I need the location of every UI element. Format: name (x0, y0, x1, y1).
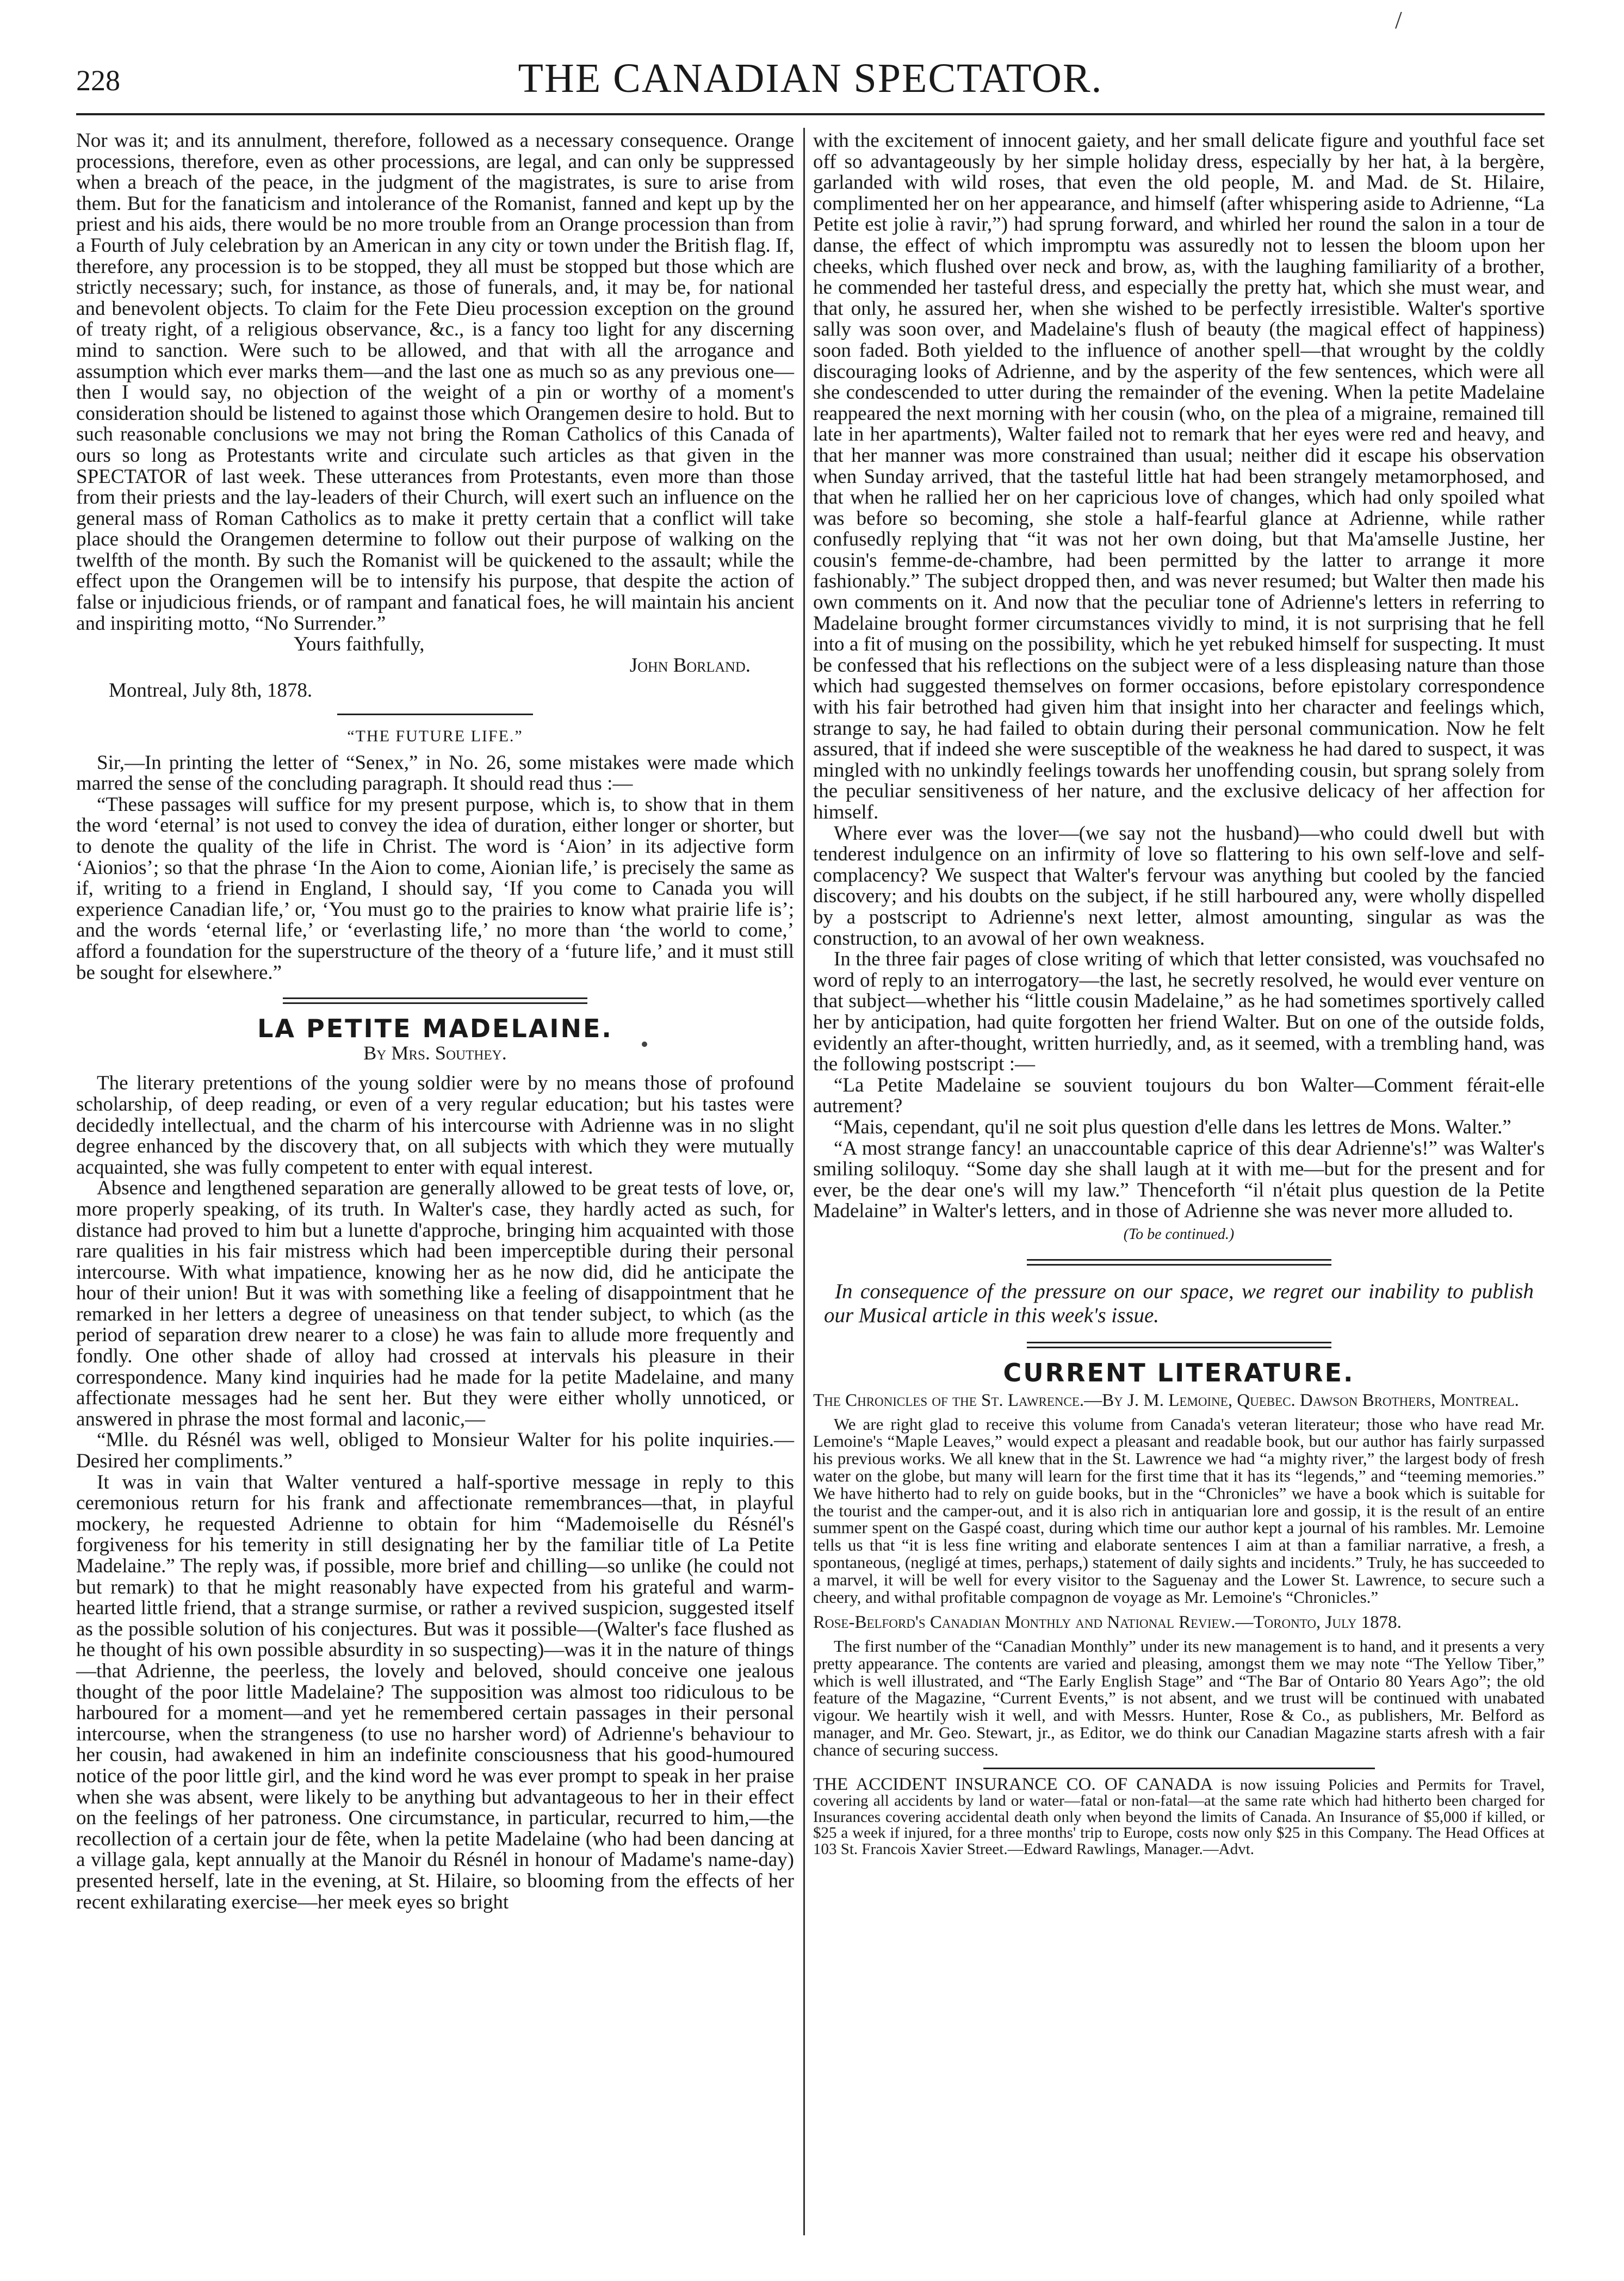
section-double-rule (1027, 1342, 1331, 1348)
margin-pencil-mark: / (1395, 6, 1402, 34)
story-paragraph: Absence and lengthened separation are generally allowed to be great tests of love, or, more properly speaking, of its truth. In Walter's case, they hardly acted as such, for distance had proved to him but a lunette d'approche, bringing him acquainted with those rare qualities in his fair mistress which had been imperceptible during their personal intercourse. With what impatience, knowing her as he now did, did he anticipate the hour of their union! But it was with something like a feeling of disappointment that he remarked in her letters a degree of uneasiness on that tender subject, to which (as the period of separation drew nearer to a close) he was fain to allude more frequently and fondly. One other shade of alloy had crossed at intervals his pleasure in their correspondence. Many kind inquiries had he made for la petite Madelaine, and many affectionate messages had he sent her. But they were either wholly unnoticed, or answered in phrase the most formal and laconic,— (76, 1177, 794, 1430)
left-column (76, 131, 794, 1913)
page-number: 228 (76, 64, 120, 97)
to-be-continued: (To be continued.) (1123, 1225, 1235, 1243)
right-column (813, 131, 1545, 1857)
editorial-notice: In consequence of the pressure on our space, we regret our inability to publish our Musical article in this week's issue. (824, 1280, 1534, 1328)
story-paragraph: “A most strange fancy! an unaccountable caprice of this dear Adrienne's!” was Walter's smiling soliloquy. “Some day she shall laugh at it with me—but for the present and for ever, be the dear one's will my law.” Thenceforth “il n'était plus question de la Petite Madelaine” in Walter's letters, and in those of Adrienne she was never more alluded to. (813, 1137, 1545, 1223)
letter-closing: Yours faithfully, (294, 633, 425, 656)
review-body: The first number of the “Canadian Monthly” under its new management is to hand, and it presents a very pretty appearance. The contents are varied and pleasing, amongst them we may note “The Yellow Tiber,” which is well illustrated, and “The Early English Stage” and “The Bar of Ontario 80 Years Ago”; the old feature of the Magazine, “Current Events,” is not absent, and we trust will be continued with unabated vigour. We heartily wish it well, and with Messrs. Hunter, Rose & Co., as publishers, Mr. Belford as manager, and Mr. Geo. Stewart, jr., as Editor, we do think our Canadian Magazine starts afresh with a fair chance of securing success. (813, 1637, 1545, 1759)
letter-paragraph: Nor was it; and its annulment, therefore, followed as a necessary consequence. Orange processions, therefore, even as other processions, are legal, and can only be suppressed when a breach of the peace, in the judgment of the magistrates, is sure to arise from them. But for the fanaticism and intolerance of the Romanist, fanned and kept up by the priest and his aids, there would be no more trouble from an Orange procession than from a Fourth of July celebration by an American in any city or town under the British flag. If, therefore, any procession is to be stopped, they all must be stopped but those which are strictly necessary; such, for instance, as those of funerals, and, it may be, for national and benevolent objects. To claim for the Fete Dieu procession exception on the ground of treaty right, of a religious observance, &c., is a fancy too light for any discerning mind to sanction. Were such to be allowed, and that with all the arrogance and assumption which ever marks them—and the last one as much so as any previous one—then I would say, no objection of the weight of a pin or worthy of a moment's consideration should be listened to against those which Orangemen desire to hold. But to such reasonable conclusions we may not bring the Roman Catholics of this Canada of ours so long as Protestants write and circulate such articles as that given in the SPECTATOR of last week. These utterances from Protestants, even more than those from their priests and the lay-leaders of their Church, will exert such an influence on the general mass of Roman Catholics as to make it pretty certain that a conflict will take place should the Orangemen determine to follow out their purpose of walking on the twelfth of the month. By such the Romanist will be quickened to the assault; while the effect upon the Orangemen will be to intensify his purpose, that despite the action of false or injudicious friends, or of rampant and fanatical foes, he will maintain his ancient and inspiriting motto, “No Surrender.” (76, 129, 794, 635)
review-heading: Rose-Belford's Canadian Monthly and National Review.—Toronto, July 1878. (813, 1613, 1402, 1633)
story-paragraph: In the three fair pages of close writing of which that letter consisted, was vouchsafed no word of reply to an interrogatory—the last, he secretly resolved, he would ever venture on that subject—whether his “little cousin Madelaine,” as he had sometimes sportively called her by anticipation, had quite forgotten her friend Walter. But on one of the outside folds, evidently an after-thought, written hurriedly, and, as it seemed, with a trembling hand, was the following postscript :— (813, 948, 1545, 1076)
story-paragraph: The literary pretentions of the young soldier were by no means those of profound scholarship, of deep reading, or even of a very regular education; but his tastes were decidedly intellectual, and the charm of his intercourse with Adrienne was in no slight degree enhanced by the discovery that, on all subjects with which they were mutually acquainted, she was fully competent to enter with equal interest. (76, 1072, 794, 1179)
letter-dateline: Montreal, July 8th, 1878. (109, 679, 313, 702)
masthead: THE CANADIAN SPECTATOR. (518, 55, 1103, 101)
advert-rule (983, 1768, 1375, 1769)
future-life-quote: “These passages will suffice for my present purpose, which is, to show that in them the word ‘eternal’ is not used to convey the idea of duration, either longer or shorter, but to denote the quality of the life in Christ. The word is ‘Aion’ in its adjective form ‘Aionios’; so that the phrase ‘In the Aion to come, Aionian life,’ is precisely the same as if, writing to a friend in England, I should say, ‘If you come to Canada you will experience Canadian life,’ or, ‘You must go to the prairies to know what prairie life is’; and the words ‘eternal life,’ or ‘everlasting life,’ no more than ‘the world to come,’ afford a foundation for the superstructure of the theory of a ‘future life,’ and it must still be sought for elsewhere.” (76, 793, 794, 984)
future-life-intro: Sir,—In printing the letter of “Senex,” in No. 26, some mistakes were made which marred the sense of the concluding paragraph. It should read thus :— (76, 751, 794, 795)
advertisement-body: is now issuing Policies and Permits for Travel, covering all accidents by land or water—fatal or non-fatal—at the same rate which had hitherto been charged for Insurances covering accidental death only when beyond the limits of Canada. An Insurance of $5,000 if killed, or $25 a week if injured, for a three months' trip to Europe, costs now only $25 in this Company. The Head Offices at 103 St. Francois Xavier Street.—Edward Rawlings, Manager.—Advt. (813, 1776, 1545, 1858)
review-heading: The Chronicles of the St. Lawrence.—By J. M. Lemoine, Quebec. Dawson Brothers, Montreal. (813, 1391, 1519, 1411)
ink-speck (642, 1042, 647, 1047)
current-literature-title: CURRENT LITERATURE. (1003, 1358, 1355, 1388)
page-header (76, 52, 1545, 109)
story-paragraph: Where ever was the lover—(we say not the husband)—who could dwell but with tenderest indulgence on an infirmity of love so flattering to his own self-love and self-complacency? We suspect that Walter's fervour was anything but cooled by the fancied discovery; and his doubts on the subject, if he still harboured any, were wholly dispelled by a postscript to Adrienne's next letter, almost amounting, singular as was the construction, to an avowal of her own weakness. (813, 822, 1545, 950)
story-byline: By Mrs. Southey. (363, 1042, 507, 1064)
story-paragraph: “Mlle. du Résnél was well, obliged to Monsieur Walter for his polite inquiries.—Desired her compliments.” (76, 1429, 794, 1473)
story-title: LA PETITE MADELAINE. (257, 1014, 613, 1044)
story-paragraph: “La Petite Madelaine se souvient toujours du bon Walter—Comment férait-elle autrement? (813, 1074, 1545, 1118)
story-paragraph: “Mais, cependant, qu'il ne soit plus question d'elle dans les lettres de Mons. Walter.” (834, 1115, 1511, 1138)
letter-signature: John Borland. (629, 654, 751, 677)
story-paragraph: It was in vain that Walter ventured a half-sportive message in reply to this ceremonious return for his frank and affectionate remembrances—that, in playful mockery, he requested Adrienne to obtain for him “Mademoiselle du Résnél's forgiveness for his temerity in still designating her by the familiar title of La Petite Madelaine.” The reply was, if possible, more brief and chilling—so unlike (he could not but remark) to that he might reasonably have expected from his grateful and warm-hearted little friend, that a strange surmise, or rather a revived suspicion, suggested itself as the possible solution of his conjectures. But was it possible—(Walter's face flushed as he thought of his own possible absurdity in so suspecting)—was it in the nature of things—that Adrienne, the peerless, the lovely and beloved, should conceive one jealous thought of the poor little Madelaine? The supposition was almost too ridiculous to be harboured for a moment—and yet he remembered certain passages in their personal intercourse, when the strangeness (to use no harsher word) of Adrienne's behaviour to her cousin, had awakened in him an indefinite consciousness that his good-humoured notice of the poor little girl, and the kind word he was ever prompt to speak in her praise when she was absent, were likely to be anything but advantageous to her in their effect on the feelings of her patroness. One circumstance, in particular, recurred to him,—the recollection of a certain jour de fête, when la petite Madelaine (who had been dancing at a village gala, kept annually at the Manoir du Résnél in honour of Madame's name-day) presented herself, late in the evening, at St. Hilaire, so blooming from the effects of her recent exhilarating exercise—her meek eyes so bright (76, 1471, 794, 1913)
section-double-rule (283, 997, 587, 1004)
header-rule (76, 113, 1545, 115)
section-double-rule (1027, 1259, 1331, 1266)
insurance-advertisement (813, 1774, 1545, 1858)
column-divider (803, 128, 805, 2235)
review-body: We are right glad to receive this volume from Canada's veteran literateur; those who have read Mr. Lemoine's “Maple Leaves,” would expect a pleasant and readable book, but our author has fairly surpassed his previous works. We all knew that in the St. Lawrence we had “a mighty river,” the largest body of fresh water on the globe, but many will learn for the first time that it has its “legends,” and “teeming memories.” We have hitherto had to rely on guide books, but in the “Chronicles” we have a book which is suitable for the tourist and the camper-out, and it is also rich in antiquarian lore and gossip, it is the result of an entire summer spent on the Gaspé coast, during which time our author kept a journal of his rambles. Mr. Lemoine tells us that “it is less fine writing and elaborate sentences I aim at than a familiar narrative, a fresh, a spontaneous, (negligé at times, perhaps,) statement of daily sights and incidents.” Truly, he has succeeded to a marvel, it will be well for every visitor to the Saguenay and the Lower St. Lawrence, to secure such a cheery, and withal profitable compagnon de voyage as Mr. Lemoine's “Chronicles.” (813, 1414, 1545, 1607)
future-life-heading: “THE FUTURE LIFE.” (347, 727, 523, 746)
story-paragraph: with the excitement of innocent gaiety, and her small delicate figure and youthful face set off so advantageously by her simple holiday dress, especially by her hat, à la bergère, garlanded with wild roses, that even the old people, M. and Mad. de St. Hilaire, complimented her on her appearance, and himself (after whispering aside to Adrienne, “La Petite est jolie à ravir,”) had sprung forward, and whirled her round the salon in a tour de danse, the effect of which impromptu was assuredly not to lessen the bloom upon her cheeks, which flushed over neck and brow, as, with the laughing familiarity of a brother, he commended her tasteful dress, and especially the pretty hat, which she must wear, and that only, he assured her, when she wished to be perfectly irresistible. Walter's sportive sally was soon over, and Madelaine's flush of beauty (the magical effect of happiness) soon faded. Both yielded to the influence of another spell—that wrought by the coldly discouraging looks of Adrienne, and by the asperity of the few sentences, which were all she condescended to utter during the remainder of the evening. When la petite Madelaine reappeared the next morning with her cousin (who, on the plea of a migraine, remained till late in her apartments), Walter failed not to remark that her eyes were red and heavy, and that her manner was more constrained than usual; neither did it escape his observation when Sunday arrived, that the tasteful little hat had been strangely metamorphosed, and that when he rallied her on her capricious love of changes, which had only spoiled what was before so becoming, she stole a half-fearful glance at Adrienne, while rather confusedly replying that “it was not her own doing, but that Ma'amselle Justine, her cousin's femme-de-chambre, had been permitted by the latter to arrange it more fashionably.” The subject dropped then, and was never resumed; but Walter then made his own comments on it. And now that the peculiar tone of Adrienne's letters in referring to Madelaine brought former circumstances vividly to mind, it is not surprising that he fell into a fit of musing on the possibility, which he yet rebuked himself for suspecting. It must be confessed that his reflections on the subject were of a less displeasing nature than those which had suggested themselves on former occasions, before epistolary correspondence with his fair betrothed had given him that insight into her character and feelings which, strange to say, he had failed to obtain during their personal communication. Now he felt assured, that if indeed she were susceptible of the weakness he had dared to suspect, it was mingled with no unkindly feelings towards her unoffending cousin, but sprang solely from the peculiar sensitiveness of her nature, and the exclusive delicacy of her affection for himself. (813, 129, 1545, 823)
section-rule (337, 714, 533, 715)
advertisement-title: THE ACCIDENT INSURANCE CO. OF CANADA (813, 1774, 1213, 1794)
